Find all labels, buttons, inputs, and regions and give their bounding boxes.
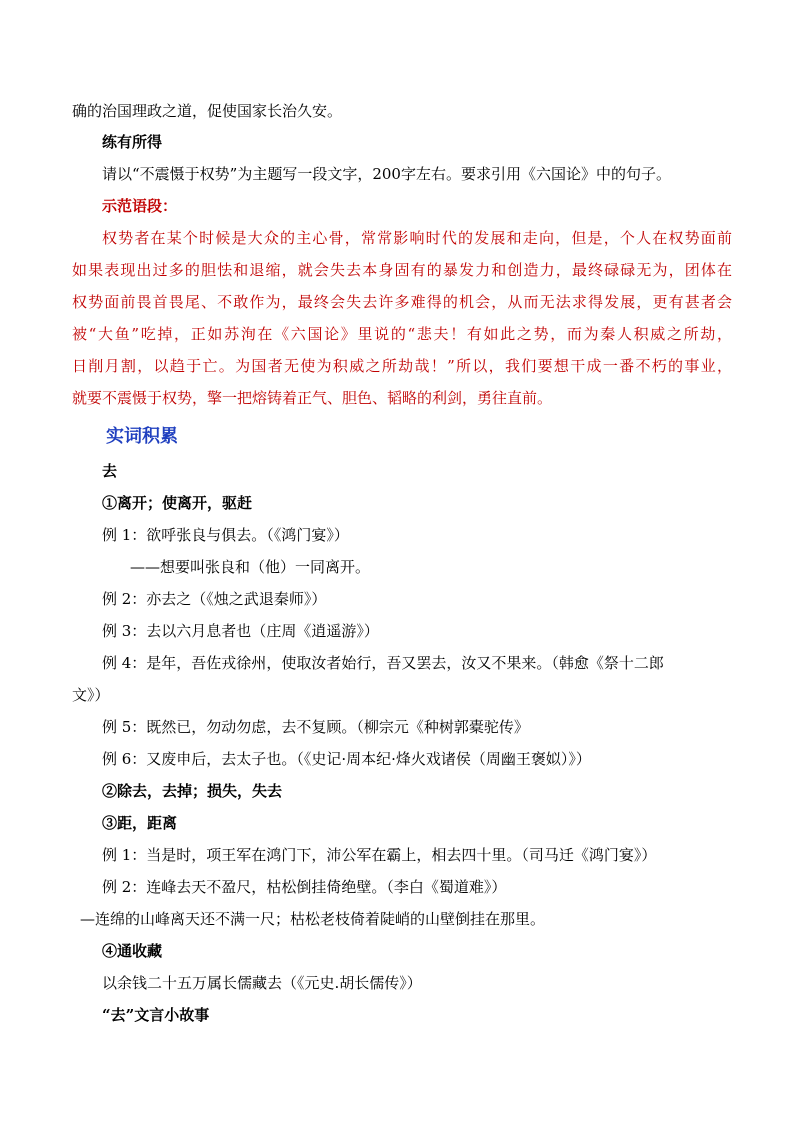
example-line: 例 5：既然已，勿动勿虑，去不复顾。（柳宗元《种树郭橐驼传》 <box>102 718 529 736</box>
example-line: 以余钱二十五万属长儒藏去（《元史.胡长儒传》） <box>102 974 422 992</box>
example-line: 例 3：去以六月息者也（庄周《逍遥游》） <box>102 622 379 640</box>
story-title: “去”文言小故事 <box>102 1006 210 1024</box>
sense-1: ①离开；使离开，驱赶 <box>102 494 253 512</box>
example-translation: —连绵的山峰离天还不满一尺；枯松老枝倚着陡峭的山壁倒挂在那里。 <box>80 910 546 928</box>
example-line-continued: 文》） <box>72 686 110 704</box>
vocab-word: 去 <box>102 462 118 480</box>
sample-title: 示范语段： <box>102 197 178 215</box>
example-translation: ——想要叫张良和（他）一同离开。 <box>130 558 371 576</box>
sample-line: 权势者在某个时候是大众的主心骨，常常影响时代的发展和走向，但是，个人在权势面前 <box>102 229 732 247</box>
example-line: 例 2：连峰去天不盈尺，枯松倒挂倚绝壁。（李白《蜀道难》） <box>102 878 507 896</box>
practice-title: 练有所得 <box>102 133 163 151</box>
sample-line: 权势面前畏首畏尾、不敢作为，最终会失去许多难得的机会，从而无法求得发展，更有甚者会 <box>72 293 732 311</box>
sense-3: ③距，距离 <box>102 814 178 832</box>
example-line: 例 2：亦去之（《烛之武退秦师》） <box>102 590 327 608</box>
example-line: 例 6：又废申后，去太子也。（《史记·周本纪·烽火戏诸侯（周幽王褒姒）》） <box>102 750 591 768</box>
sample-line: 就要不震慑于权势，擎一把熔铸着正气、胆色、韬略的利剑，勇往直前。 <box>72 389 553 407</box>
example-line: 例 1：欲呼张良与俱去。（《鸿门宴》） <box>102 526 349 544</box>
sample-line: 被“大鱼”吃掉，正如苏洵在《六国论》里说的“悲夫！有如此之势，而为秦人积威之所劫， <box>72 325 732 343</box>
intro-tail-text: 确的治国理政之道，促使国家长治久安。 <box>72 102 343 120</box>
example-line: 例 4：是年，吾佐戎徐州，使取汝者始行，吾又罢去，汝又不果来。（韩愈《祭十二郎 <box>102 654 664 672</box>
example-line: 例 1：当是时，项王军在鸿门下，沛公军在霸上，相去四十里。（司马迁《鸿门宴》） <box>102 846 657 864</box>
sample-line: 日削月割，以趋于亡。为国者无使为积威之所劫哉！”所以，我们要想干成一番不朽的事业， <box>72 357 732 375</box>
sample-line: 如果表现出过多的胆怯和退缩，就会失去本身固有的暴发力和创造力，最终碌碌无为，团体在 <box>72 261 732 279</box>
vocab-heading: 实词积累 <box>106 426 178 447</box>
sense-2: ②除去，去掉；损失，失去 <box>102 782 283 800</box>
sense-4: ④通收藏 <box>102 942 163 960</box>
practice-prompt: 请以“不震慑于权势”为主题写一段文字，200字左右。要求引用《六国论》中的句子。 <box>102 165 671 183</box>
